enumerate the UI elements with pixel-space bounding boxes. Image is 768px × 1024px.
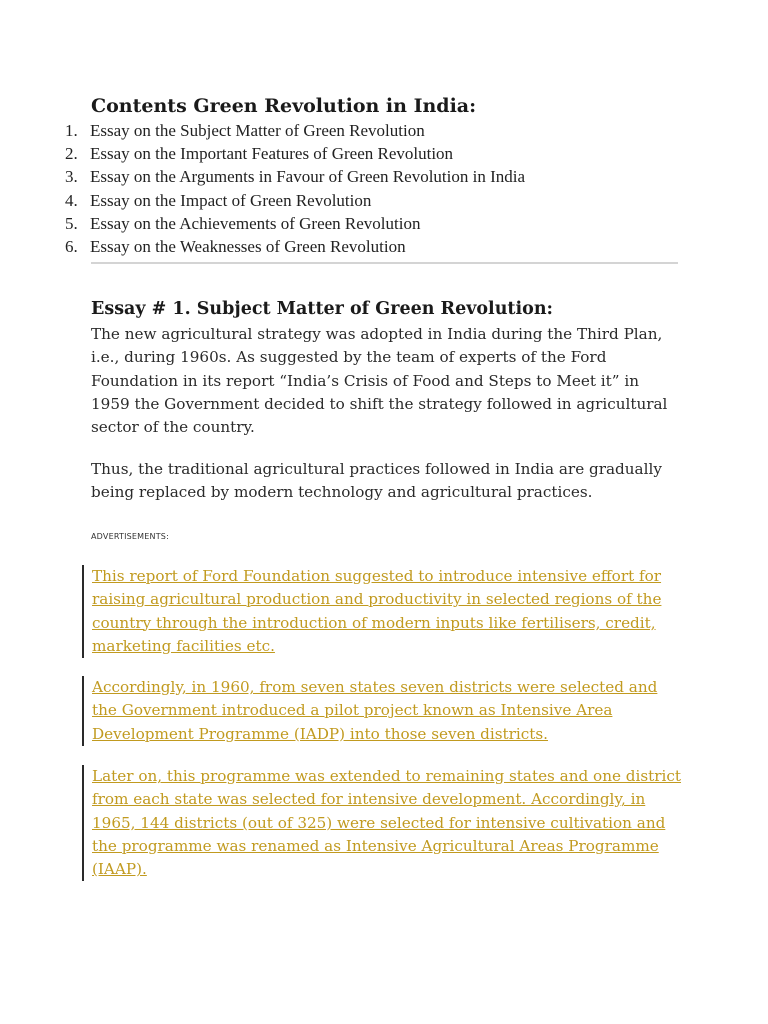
- advertisements-label: ADVERTISEMENTS:: [91, 532, 169, 541]
- contents-item-number: 5.: [65, 213, 78, 233]
- essay-paragraph: [91, 458, 662, 505]
- paragraph-line: Thus, the traditional agricultural practices followed in India are gradually: [91, 460, 662, 478]
- essay-paragraph: [91, 323, 667, 439]
- quote-link-line[interactable]: raising agricultural production and productivity in selected regions of the: [92, 590, 662, 609]
- highlighted-quote: [82, 676, 657, 746]
- essay-heading: Essay # 1. Subject Matter of Green Revolution:: [91, 299, 553, 319]
- paragraph-line: i.e., during 1960s. As suggested by the team of experts of the Ford: [91, 348, 607, 367]
- contents-item: [60, 166, 525, 189]
- contents-item-number: 4.: [65, 190, 78, 210]
- paragraph-line: being replaced by modern technology and agricultural practices.: [91, 483, 593, 502]
- quote-link-line[interactable]: This report of Ford Foundation suggested to introduce intensive effort for: [92, 567, 662, 585]
- contents-link-weaknesses[interactable]: Essay on the Weaknesses of Green Revolution: [90, 236, 406, 256]
- quote-link-line[interactable]: the Government introduced a pilot project known as Intensive Area: [92, 701, 613, 720]
- contents-item-number: 1.: [65, 121, 78, 140]
- contents-link-arguments-in-favour[interactable]: Essay on the Arguments in Favour of Green Revolution in India: [90, 167, 526, 187]
- contents-item: [60, 120, 525, 143]
- quote-link-line[interactable]: Development Programme (IADP) into those seven districts.: [92, 724, 549, 743]
- paragraph-line: 1959 the Government decided to shift the strategy followed in agricultural: [91, 394, 668, 413]
- contents-item: [60, 143, 525, 166]
- quote-link-line[interactable]: country through the introduction of modern inputs like fertilisers, credit,: [92, 613, 656, 632]
- contents-link-subject-matter[interactable]: Essay on the Subject Matter of Green Revolution: [90, 121, 425, 140]
- contents-item-number: 2.: [65, 144, 78, 164]
- quote-link-line[interactable]: Later on, this programme was extended to remaining states and one district: [92, 767, 682, 785]
- paragraph-line: Foundation in its report “India’s Crisis of Food and Steps to Meet it” in: [91, 371, 639, 390]
- contents-link-important-features[interactable]: Essay on the Important Features of Green Revolution: [90, 144, 454, 164]
- quote-link-line[interactable]: marketing facilities etc.: [92, 636, 275, 655]
- quote-link-line[interactable]: Accordingly, in 1960, from seven states seven districts were selected and: [92, 678, 658, 696]
- contents-item-number: 3.: [65, 167, 78, 187]
- quote-link-line[interactable]: 1965, 144 districts (out of 325) were selected for intensive cultivation and: [92, 813, 666, 832]
- contents-item-number: 6.: [65, 236, 78, 256]
- paragraph-line: The new agricultural strategy was adopted in India during the Third Plan,: [91, 325, 663, 343]
- contents-item: [60, 190, 525, 213]
- section-divider: [91, 262, 678, 264]
- highlighted-quote: [82, 565, 661, 658]
- quote-link-line[interactable]: (IAAP).: [92, 860, 147, 879]
- contents-link-achievements[interactable]: Essay on the Achievements of Green Revolution: [90, 213, 421, 233]
- contents-list: [60, 120, 525, 259]
- contents-item: [60, 213, 525, 236]
- quote-link-line[interactable]: from each state was selected for intensive development. Accordingly, in: [92, 790, 646, 809]
- quote-link-line[interactable]: the programme was renamed as Intensive Agricultural Areas Programme: [92, 836, 659, 855]
- contents-title: Contents Green Revolution in India:: [91, 95, 477, 117]
- contents-item: [60, 236, 525, 259]
- highlighted-quote: [82, 765, 681, 881]
- contents-link-impact[interactable]: Essay on the Impact of Green Revolution: [90, 190, 372, 210]
- paragraph-line: sector of the country.: [91, 418, 255, 437]
